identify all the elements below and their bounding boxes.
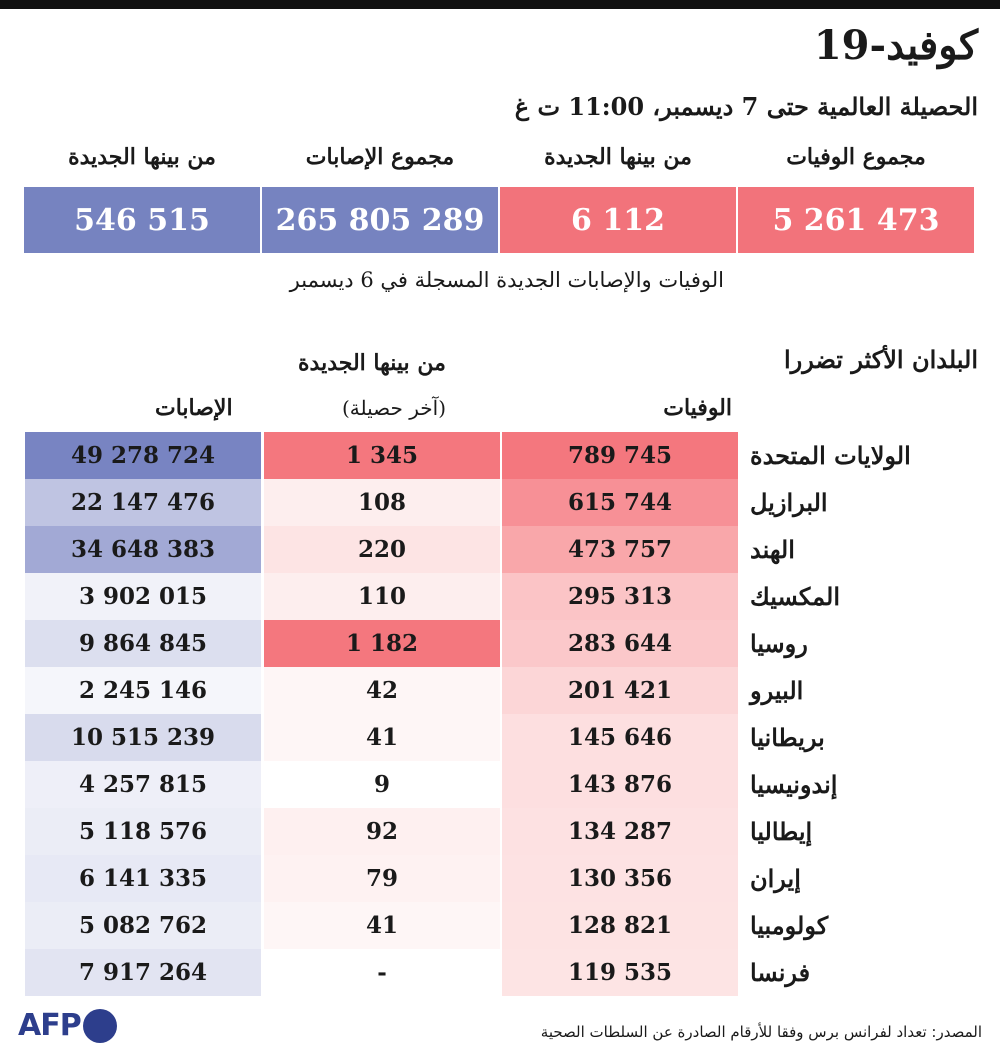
table-row xyxy=(25,949,985,996)
total-deaths-value: 5 261 473 xyxy=(738,187,974,253)
new-deaths-cell: 110 xyxy=(264,573,500,620)
cases-cell: 6 141 335 xyxy=(25,855,261,902)
total-cases-label: مجموع الإصابات xyxy=(305,144,455,170)
source-note: المصدر: تعداد لفرانس برس وفقا للأرقام الصادرة عن السلطات الصحية xyxy=(540,1023,982,1041)
new-deaths-cell: 9 xyxy=(264,761,500,808)
deaths-cell: 201 421 xyxy=(502,667,738,714)
table-row xyxy=(25,432,985,479)
country-name: إيطاليا xyxy=(750,817,813,846)
deaths-cell: 145 646 xyxy=(502,714,738,761)
cases-cell: 7 917 264 xyxy=(25,949,261,996)
new-deaths-cell: 42 xyxy=(264,667,500,714)
new-deaths-cell: 108 xyxy=(264,479,500,526)
new-deaths-label: من بينها الجديدة xyxy=(544,144,692,170)
new-deaths-cell: 1 345 xyxy=(264,432,500,479)
afp-logo-dot xyxy=(83,1009,117,1043)
country-name: روسيا xyxy=(750,629,808,658)
country-name: الهند xyxy=(750,535,795,564)
cases-cell: 10 515 239 xyxy=(25,714,261,761)
deaths-cell: 130 356 xyxy=(502,855,738,902)
table-row xyxy=(25,714,985,761)
page-title: كوفيد-19 xyxy=(813,22,978,69)
cases-cell: 22 147 476 xyxy=(25,479,261,526)
deaths-cell: 134 287 xyxy=(502,808,738,855)
cases-column-header: الإصابات xyxy=(155,395,233,421)
new-cases-value: 546 515 xyxy=(24,187,260,253)
total-cases-value: 265 805 289 xyxy=(262,187,498,253)
deaths-cell: 128 821 xyxy=(502,902,738,949)
table-row xyxy=(25,620,985,667)
deaths-cell: 473 757 xyxy=(502,526,738,573)
cases-cell: 3 902 015 xyxy=(25,573,261,620)
country-name: المكسيك xyxy=(750,582,840,611)
new-figures-note: الوفيات والإصابات الجديدة المسجلة في 6 ديسمبر xyxy=(289,268,724,292)
cases-cell: 9 864 845 xyxy=(25,620,261,667)
table-row xyxy=(25,667,985,714)
country-name: إندونيسيا xyxy=(750,770,838,799)
new-deaths-column-subheader: (آخر حصيلة) xyxy=(342,396,447,420)
deaths-cell: 143 876 xyxy=(502,761,738,808)
deaths-cell: 615 744 xyxy=(502,479,738,526)
cases-cell: 49 278 724 xyxy=(25,432,261,479)
deaths-column-header: الوفيات xyxy=(663,395,732,421)
new-deaths-cell: - xyxy=(264,949,500,996)
cases-cell: 4 257 815 xyxy=(25,761,261,808)
new-deaths-cell: 41 xyxy=(264,902,500,949)
page-subtitle: الحصيلة العالمية حتى 7 ديسمبر، 11:00 ت غ xyxy=(514,92,978,121)
cases-cell: 5 118 576 xyxy=(25,808,261,855)
deaths-cell: 119 535 xyxy=(502,949,738,996)
table-row xyxy=(25,808,985,855)
table-row xyxy=(25,526,985,573)
table-row xyxy=(25,855,985,902)
table-row xyxy=(25,479,985,526)
country-name: كولومبيا xyxy=(750,911,829,940)
new-deaths-cell: 92 xyxy=(264,808,500,855)
table-row xyxy=(25,761,985,808)
new-deaths-cell: 79 xyxy=(264,855,500,902)
new-deaths-value: 6 112 xyxy=(500,187,736,253)
afp-logo xyxy=(18,1008,117,1043)
country-name: بريطانيا xyxy=(750,723,825,752)
table-row xyxy=(25,902,985,949)
new-cases-label: من بينها الجديدة xyxy=(68,144,216,170)
total-deaths-label: مجموع الوفيات xyxy=(786,144,926,170)
deaths-cell: 295 313 xyxy=(502,573,738,620)
new-deaths-cell: 220 xyxy=(264,526,500,573)
new-deaths-column-header: من بينها الجديدة xyxy=(298,350,446,376)
country-name: فرنسا xyxy=(750,958,811,987)
table-row xyxy=(25,573,985,620)
most-affected-title: البلدان الأكثر تضررا xyxy=(783,345,978,374)
afp-logo-text: AFP xyxy=(18,1008,81,1043)
country-name: البرازيل xyxy=(750,488,828,517)
cases-cell: 2 245 146 xyxy=(25,667,261,714)
countries-table xyxy=(25,432,985,996)
new-deaths-cell: 41 xyxy=(264,714,500,761)
new-deaths-cell: 1 182 xyxy=(264,620,500,667)
cases-cell: 34 648 383 xyxy=(25,526,261,573)
country-name: الولايات المتحدة xyxy=(750,441,911,470)
country-name: البيرو xyxy=(750,676,804,705)
cases-cell: 5 082 762 xyxy=(25,902,261,949)
country-name: إيران xyxy=(750,864,801,893)
top-bar xyxy=(0,0,1000,9)
deaths-cell: 283 644 xyxy=(502,620,738,667)
deaths-cell: 789 745 xyxy=(502,432,738,479)
